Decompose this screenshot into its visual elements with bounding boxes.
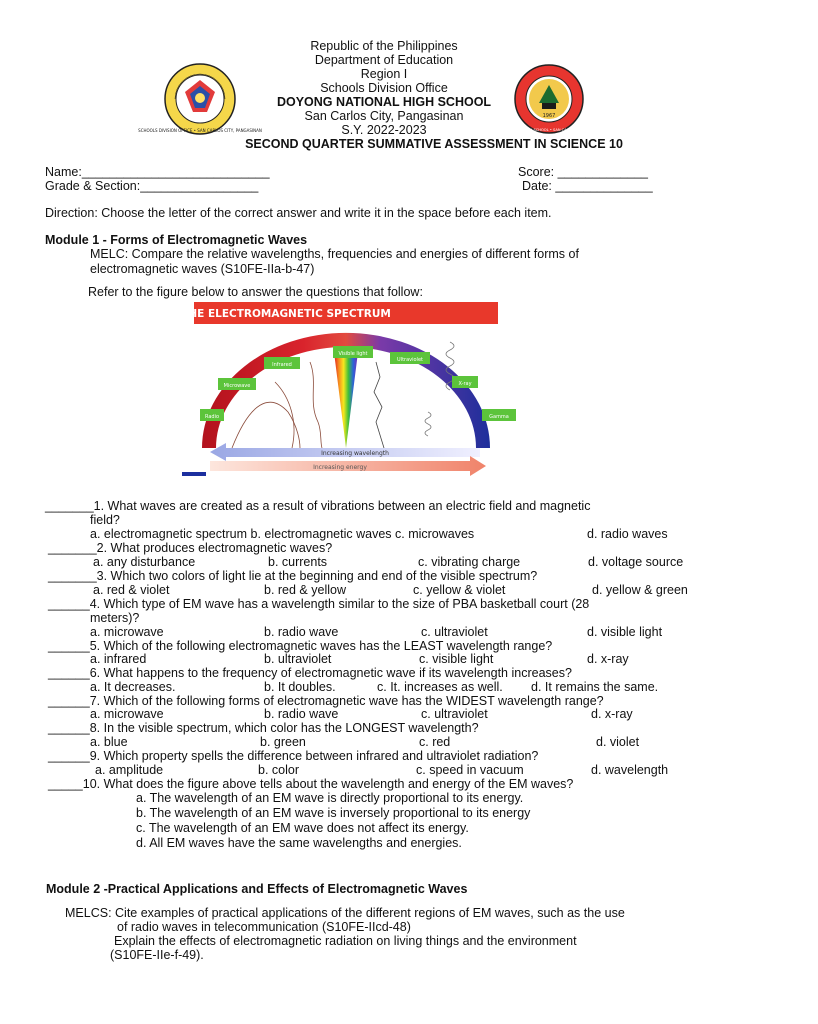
question-8-option-b[interactable]: b. green [260, 735, 306, 749]
question-2-stem: _______2. What produces electromagnetic waves? [48, 541, 333, 555]
question-2-option-b[interactable]: b. currents [268, 555, 328, 569]
svg-text:Increasing wavelength: Increasing wavelength [321, 450, 389, 457]
question-2-option-c[interactable]: c. vibrating charge [418, 555, 521, 569]
question-7-stem: ______7. Which of the following forms of electromagnetic wave has the WIDEST wavelength range? [48, 694, 604, 708]
svg-text:X-ray: X-ray [458, 381, 472, 387]
question-6-option-a[interactable]: a. It decreases. [90, 680, 176, 694]
question-3-option-a[interactable]: a. red & violet [93, 583, 170, 597]
school-name: DOYONG NATIONAL HIGH SCHOOL [276, 95, 492, 109]
division-seal-text: SCHOOLS DIVISION OFFICE • SAN CARLOS CITY, PANGASINAN [138, 128, 262, 133]
header-line-3: Region I [360, 67, 408, 81]
question-8-option-a[interactable]: a. blue [90, 735, 128, 749]
question-3-option-b[interactable]: b. red & yellow [264, 583, 346, 597]
question-4-option-d[interactable]: d. visible light [587, 625, 663, 639]
question-9-stem: ______9. Which property spells the difference between infrared and ultraviolet radiation? [48, 749, 539, 763]
question-7-option-a[interactable]: a. microwave [90, 707, 164, 721]
question-6-option-b[interactable]: b. It doubles. [264, 680, 336, 694]
question-9-option-a[interactable]: a. amplitude [95, 763, 164, 777]
question-9-option-c[interactable]: c. speed in vacuum [416, 763, 524, 777]
question-10-stem: _____10. What does the figure above tells about the wavelength and energy of the EM waves? [48, 777, 574, 791]
school-seal-year: 1967 [542, 113, 556, 119]
label-xray [452, 376, 478, 388]
figure-corner-mark [182, 472, 206, 476]
module-2-melcs-line-2: of radio waves in telecommunication (S10FE-IIcd-48) [117, 920, 411, 934]
question-7-option-d[interactable]: d. x-ray [591, 707, 633, 721]
gamma-coil [425, 412, 431, 436]
module-2-title: Module 2 -Practical Applications and Effects of Electromagnetic Waves [46, 882, 468, 896]
question-6-option-c[interactable]: c. It. increases as well. [377, 680, 503, 694]
question-4-option-b[interactable]: b. radio wave [264, 625, 339, 639]
visible-light-beam [334, 352, 358, 448]
label-gamma [482, 409, 516, 421]
question-4-option-c[interactable]: c. ultraviolet [421, 625, 488, 639]
module-2-melcs-line-4: (S10FE-IIe-f-49). [110, 948, 204, 962]
school-year: S.Y. 2022-2023 [341, 123, 427, 137]
question-8-stem: ______8. In the visible spectrum, which color has the LONGEST wavelength? [48, 721, 479, 735]
module-1-melc-line-1: MELC: Compare the relative wavelengths, frequencies and energies of different forms of [90, 247, 579, 261]
increasing-energy-arrow [210, 456, 486, 476]
svg-text:Microwave: Microwave [223, 383, 251, 389]
label-microwave [218, 378, 256, 390]
question-10-option-b[interactable]: b. The wavelength of an EM wave is inversely proportional to its energy [136, 806, 531, 820]
exam-title: SECOND QUARTER SUMMATIVE ASSESSMENT IN SCIENCE 10 [245, 137, 623, 151]
question-8-option-c[interactable]: c. red [419, 735, 451, 749]
module-1-title: Module 1 - Forms of Electromagnetic Waves [45, 233, 308, 247]
question-1-option-d[interactable]: d. radio waves [587, 527, 668, 541]
label-radio [200, 409, 224, 421]
question-4-option-a[interactable]: a. microwave [90, 625, 164, 639]
question-3-option-d[interactable]: d. yellow & green [592, 583, 688, 597]
svg-text:Visible light: Visible light [338, 351, 368, 357]
question-1-stem-line-1: _______1. What waves are created as a result of vibrations between an electric field and magnetic [45, 499, 591, 513]
question-4-stem-line-1: ______4. Which type of EM wave has a wavelength similar to the size of PBA basketball court (28 [48, 597, 590, 611]
question-9-option-b[interactable]: b. color [258, 763, 299, 777]
name-field[interactable]: Name:___________________________ [45, 165, 270, 179]
increasing-wavelength-arrow [210, 443, 480, 461]
microwave-curve [275, 382, 294, 448]
svg-text:Radio: Radio [204, 414, 220, 420]
question-10-option-a[interactable]: a. The wavelength of an EM wave is directly proportional to its energy. [136, 791, 524, 805]
date-field[interactable]: Date: ______________ [522, 179, 653, 193]
infrared-curve [310, 362, 322, 448]
question-10-option-c[interactable]: c. The wavelength of an EM wave does not affect its energy. [136, 821, 469, 835]
question-3-option-c[interactable]: c. yellow & violet [413, 583, 506, 597]
svg-text:Ultraviolet: Ultraviolet [397, 357, 423, 363]
question-1-options-a-c[interactable]: a. electromagnetic spectrum b. electromagnetic waves c. microwaves [90, 527, 475, 541]
question-5-option-b[interactable]: b. ultraviolet [264, 652, 332, 666]
svg-text:Gamma: Gamma [489, 414, 509, 420]
header-line-2: Department of Education [314, 53, 454, 67]
question-5-option-a[interactable]: a. infrared [90, 652, 147, 666]
radio-wave-curve [232, 402, 300, 448]
module-1-melc-line-2: electromagnetic waves (S10FE-IIa-b-47) [90, 262, 315, 276]
question-5-option-c[interactable]: c. visible light [419, 652, 494, 666]
ultraviolet-curve [374, 362, 384, 448]
question-6-option-d[interactable]: d. It remains the same. [531, 680, 659, 694]
question-7-option-c[interactable]: c. ultraviolet [421, 707, 488, 721]
header-line-1: Republic of the Philippines [310, 39, 458, 53]
grade-section-field[interactable]: Grade & Section:_________________ [45, 179, 259, 193]
em-spectrum-figure [180, 302, 520, 480]
question-2-option-a[interactable]: a. any disturbance [93, 555, 196, 569]
label-visible-light [333, 346, 373, 358]
score-field[interactable]: Score: _____________ [518, 165, 648, 179]
figure-instruction: Refer to the figure below to answer the questions that follow: [88, 285, 423, 299]
question-9-option-d[interactable]: d. wavelength [591, 763, 669, 777]
module-2-melcs-line-1: MELCS: Cite examples of practical applications of the different regions of EM waves, such as the use [65, 906, 625, 920]
school-seal-text: DOYONG NATIONAL HIGH SCHOOL • SAN CARLOS CITY, PANGASINAN [486, 128, 612, 132]
svg-text:Increasing energy: Increasing energy [313, 464, 367, 471]
question-2-option-d[interactable]: d. voltage source [588, 555, 684, 569]
figure-title: THE ELECTROMAGNETIC SPECTRUM [181, 308, 391, 320]
header-line-4: Schools Division Office [320, 81, 448, 95]
question-6-stem: ______6. What happens to the frequency of electromagnetic wave if its wavelength increases? [48, 666, 572, 680]
module-2-melcs-line-3: Explain the effects of electromagnetic radiation on living things and the environment [114, 934, 577, 948]
label-infrared [264, 357, 300, 369]
question-5-stem: ______5. Which of the following electromagnetic waves has the LEAST wavelength range? [48, 639, 553, 653]
question-4-stem-line-2: meters)? [90, 611, 140, 625]
svg-text:Infrared: Infrared [272, 362, 292, 368]
direction-text: Direction: Choose the letter of the correct answer and write it in the space before each item. [45, 206, 552, 220]
question-5-option-d[interactable]: d. x-ray [587, 652, 629, 666]
question-1-stem-line-2: field? [90, 513, 120, 527]
school-address: San Carlos City, Pangasinan [304, 109, 464, 123]
question-3-stem: _______3. Which two colors of light lie at the beginning and end of the visible spectrum? [48, 569, 538, 583]
label-ultraviolet [390, 352, 430, 364]
question-7-option-b[interactable]: b. radio wave [264, 707, 339, 721]
question-10-option-d[interactable]: d. All EM waves have the same wavelengths and energies. [136, 836, 462, 850]
question-8-option-d[interactable]: d. violet [596, 735, 640, 749]
